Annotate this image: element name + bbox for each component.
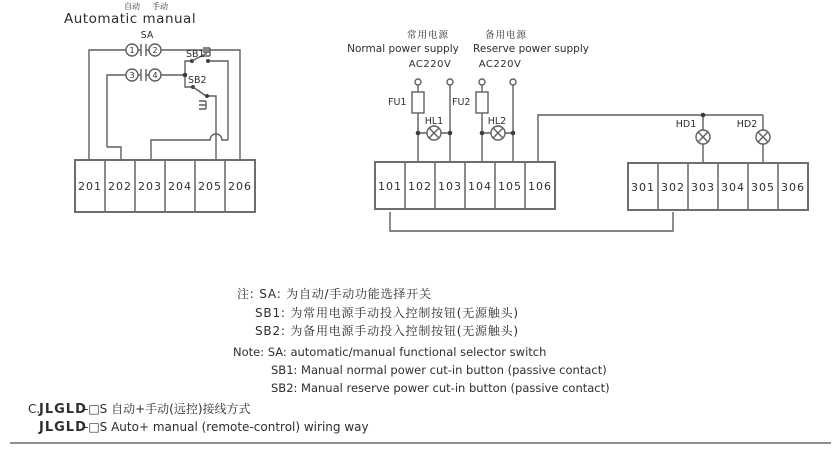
reserve-supply-en-label: Reserve power supply xyxy=(473,43,589,55)
hd1-lamp-icon xyxy=(696,130,710,144)
terminal-cell: 103 xyxy=(438,180,462,193)
terminal-cell: 202 xyxy=(108,180,132,193)
terminal-cell: 106 xyxy=(528,180,552,193)
note-cn-sa: 注: SA: 为自动/手动功能选择开关 xyxy=(237,287,432,301)
sa-contact-2: 2 xyxy=(152,46,158,55)
note-cn-sb1: SB1: 为常用电源手动投入控制按钮(无源触头) xyxy=(255,306,519,320)
hd2-label: HD2 xyxy=(736,119,758,130)
terminal-cell: 302 xyxy=(661,181,685,194)
hl1-label: HL1 xyxy=(424,116,444,127)
terminal-cell: 203 xyxy=(138,180,162,193)
terminal-cell: 204 xyxy=(168,180,192,193)
note-en-sa: Note: SA: automatic/manual functional selector switch xyxy=(233,345,547,359)
ac220v-label-1: AC220V xyxy=(408,59,452,70)
footer-model-en: JLGLD xyxy=(39,420,87,435)
terminal-cell: 205 xyxy=(198,180,222,193)
sb1-label: SB1 xyxy=(186,49,205,60)
sb2-button-icon xyxy=(191,85,209,109)
note-en-sb2: SB2: Manual reserve power cut-in button (passive contact) xyxy=(271,381,610,395)
footer-model-cn: JLGLD xyxy=(39,402,87,417)
terminal-cell: 206 xyxy=(228,180,252,193)
sa-circuit-wires xyxy=(89,44,240,160)
hl2-lamp-icon xyxy=(491,126,505,140)
sa-selector-switch xyxy=(126,44,161,81)
fu1-fuse-icon xyxy=(412,92,424,113)
hl1-lamp-icon xyxy=(427,126,441,140)
sa-contact-1: 1 xyxy=(129,46,135,55)
hd2-lamp-icon xyxy=(756,130,770,144)
sa-label: SA xyxy=(140,30,154,41)
terminal-cell: 101 xyxy=(378,180,402,193)
junction-dots xyxy=(416,113,706,136)
normal-supply-en-label: Normal power supply xyxy=(347,43,459,55)
terminal-cell: 102 xyxy=(408,180,432,193)
header-title: Automatic manual xyxy=(64,11,197,27)
hl2-label: HL2 xyxy=(487,116,507,127)
terminal-cell: 301 xyxy=(631,181,655,194)
footer-line-en: -□S Auto+ manual (remote-control) wiring way xyxy=(84,420,369,434)
terminal-cell: 305 xyxy=(751,181,775,194)
fu2-label: FU2 xyxy=(452,97,471,108)
fu1-label: FU1 xyxy=(388,97,407,108)
terminal-cell: 201 xyxy=(78,180,102,193)
header-cn-auto: 自动 xyxy=(124,2,140,11)
ac220v-label-2: AC220V xyxy=(478,59,522,70)
fu2-fuse-icon xyxy=(476,92,488,113)
note-cn-sb2: SB2: 为备用电源手动投入控制按钮(无源触头) xyxy=(255,324,519,338)
footer-line-cn: -□S 自动+手动(远控)接线方式 xyxy=(84,402,251,416)
note-en-sb1: SB1: Manual normal power cut-in button (passive contact) xyxy=(271,363,607,377)
terminal-cell: 303 xyxy=(691,181,715,194)
header-cn-manual: 手动 xyxy=(152,2,168,11)
terminal-cell: 104 xyxy=(468,180,492,193)
normal-supply-cn-label: 常用电源 xyxy=(406,30,450,41)
terminal-cell: 304 xyxy=(721,181,745,194)
terminal-block-100 xyxy=(375,162,555,209)
sa-contact-4: 4 xyxy=(152,71,158,80)
sb2-label: SB2 xyxy=(188,75,207,86)
hd1-label: HD1 xyxy=(675,119,697,130)
terminal-cell: 105 xyxy=(498,180,522,193)
terminal-block-200 xyxy=(75,160,255,212)
footer-item-prefix: C. xyxy=(28,402,41,416)
terminal-block-300 xyxy=(628,163,808,210)
sa-contact-3: 3 xyxy=(129,71,135,80)
reserve-supply-cn-label: 备用电源 xyxy=(484,30,528,41)
supply-terminal-icons xyxy=(415,79,516,85)
junction-dot xyxy=(183,73,188,78)
terminal-cell: 306 xyxy=(781,181,805,194)
